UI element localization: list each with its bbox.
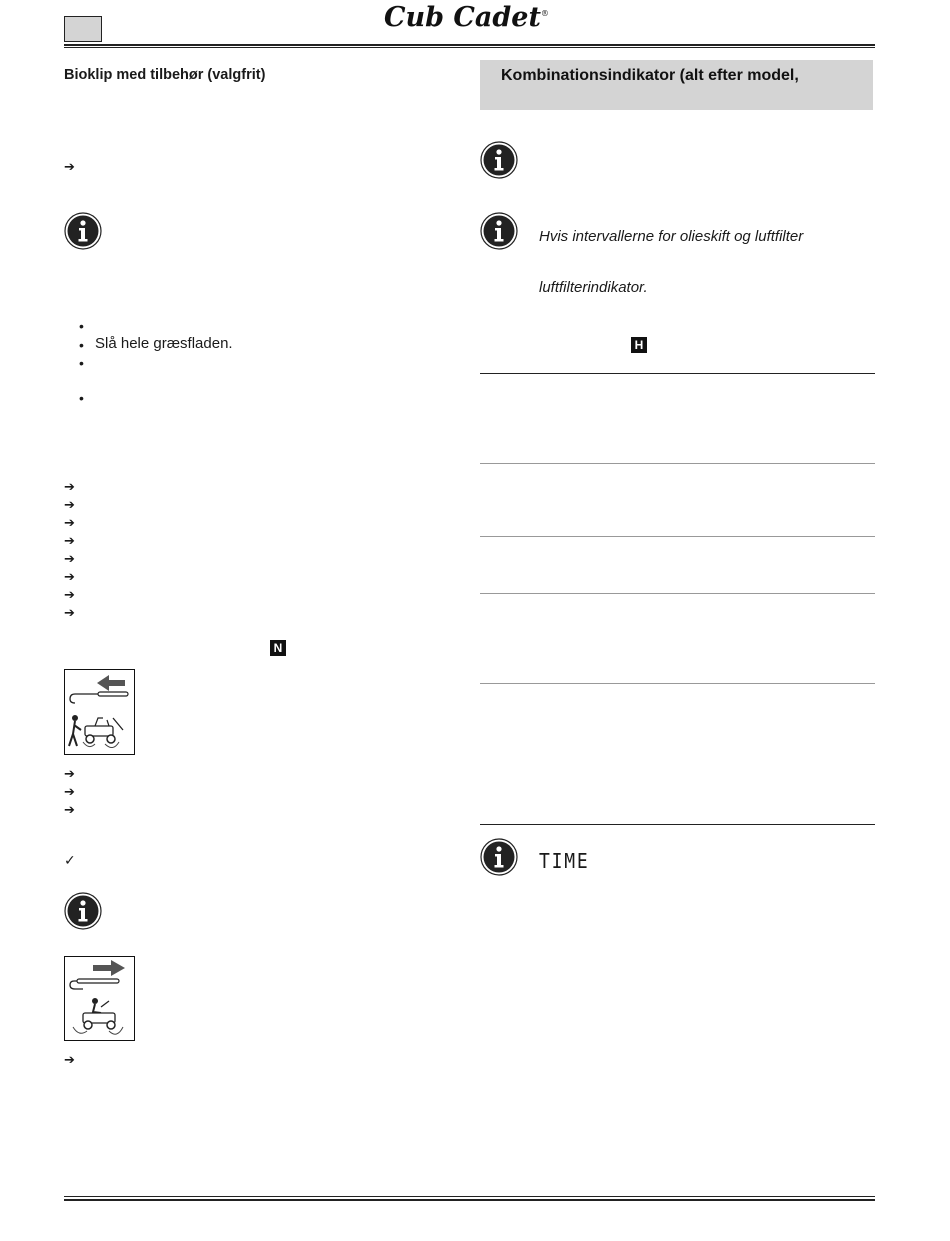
label-h-square: H <box>631 337 647 353</box>
info-text-line1: Hvis intervallerne for olieskift og luftfilter <box>539 228 804 245</box>
info-icon <box>64 892 102 930</box>
arrow-marker: ➔ <box>64 605 75 620</box>
brand-logo: Cub Cadet® <box>384 2 549 33</box>
forward-mowing-pictogram <box>64 956 135 1041</box>
bullet: • <box>79 318 84 334</box>
section-heading-left: Bioklip med tilbehør (valgfrit) <box>64 67 266 83</box>
table-rule <box>480 824 875 825</box>
arrow-marker: ➔ <box>64 784 75 799</box>
arrow-marker: ➔ <box>64 497 75 512</box>
arrow-marker: ➔ <box>64 533 75 548</box>
header-rule-thin <box>64 47 875 48</box>
arrow-marker: ➔ <box>64 515 75 530</box>
check-mark: ✓ <box>64 852 76 868</box>
label-n-square: N <box>270 640 286 656</box>
table-rule <box>480 683 875 684</box>
arrow-marker: ➔ <box>64 587 75 602</box>
info-text-line2: luftfilterindikator. <box>539 279 648 296</box>
reverse-mowing-pictogram <box>64 669 135 755</box>
arrow-marker: ➔ <box>64 1052 75 1067</box>
footer-rule-thin <box>64 1196 875 1197</box>
table-rule <box>480 373 875 374</box>
info-icon <box>480 212 518 250</box>
bullet-text: Slå hele græsfladen. <box>95 335 233 352</box>
table-rule <box>480 463 875 464</box>
lcd-time-label: TIME <box>539 849 590 873</box>
info-icon <box>480 141 518 179</box>
section-heading-box <box>480 60 873 110</box>
page-number-box <box>64 16 102 42</box>
arrow-marker: ➔ <box>64 766 75 781</box>
arrow-marker: ➔ <box>64 479 75 494</box>
bullet: • <box>79 390 84 406</box>
arrow-marker: ➔ <box>64 551 75 566</box>
bullet: • <box>79 355 84 371</box>
info-icon <box>480 838 518 876</box>
header-rule <box>64 44 875 46</box>
table-rule <box>480 536 875 537</box>
arrow-marker: ➔ <box>64 159 75 174</box>
section-heading-right: Kombinationsindikator (alt efter model, <box>501 67 799 84</box>
table-rule <box>480 593 875 594</box>
footer-rule <box>64 1199 875 1201</box>
arrow-marker: ➔ <box>64 802 75 817</box>
arrow-marker: ➔ <box>64 569 75 584</box>
bullet: • <box>79 337 84 353</box>
info-icon <box>64 212 102 250</box>
